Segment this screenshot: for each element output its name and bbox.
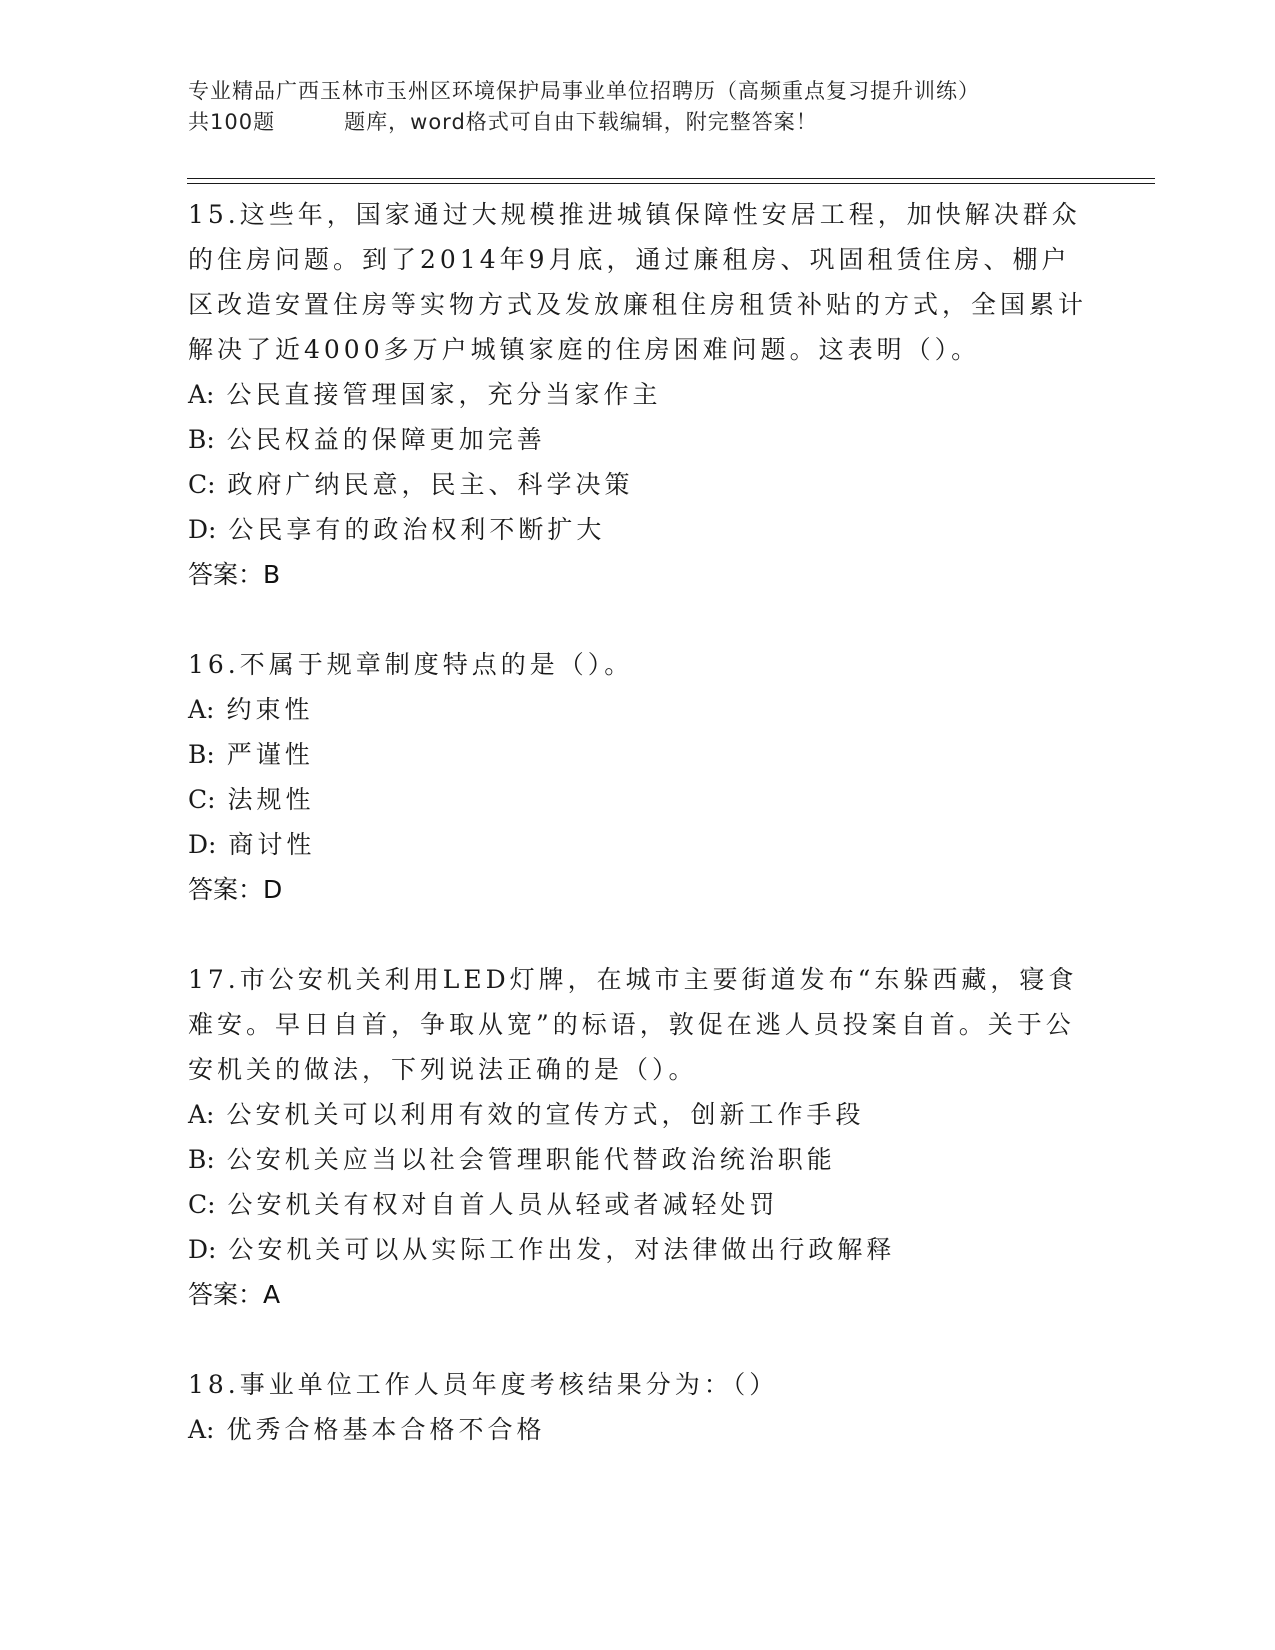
option-text: 公民享有的政治权利不断扩大 [228,515,606,544]
option-text: 公安机关有权对自首人员从轻或者减轻处罚 [227,1190,779,1219]
question-16 [188,642,1088,912]
option-text: 公安机关可以利用有效的宣传方式，创新工作手段 [226,1100,865,1129]
option-letter: A: [188,1100,215,1129]
header-title-line: 专业精品广西玉林市玉州区环境保护局事业单位招聘历（高频重点复习提升训练） [188,79,980,103]
question-15 [188,192,1088,597]
document-header [188,76,1108,138]
option-c[interactable] [188,1182,1088,1227]
option-letter: B: [188,740,215,769]
question-stem: 15.这些年，国家通过大规模推进城镇保障性安居工程，加快解决群众的住房问题。到了2014年9月底，通过廉租房、巩固租赁住房、棚户区改造安置住房等实物方式及发放廉租住房租赁补贴的方式，全国累计解决了近4000多万户城镇家庭的住房困难问题。这表明（）。 [188,200,1088,364]
option-a[interactable] [188,372,1088,417]
question-spacer [188,1317,1088,1362]
option-b[interactable] [188,732,1088,777]
question-stem: 16.不属于规章制度特点的是（）。 [188,650,634,679]
option-letter: D: [188,1235,217,1264]
question-spacer [188,597,1088,642]
option-letter: B: [188,425,215,454]
option-text: 公安机关应当以社会管理职能代替政治统治职能 [226,1145,836,1174]
option-text: 法规性 [227,785,315,814]
option-letter: C: [188,470,216,499]
question-list [188,192,1088,1452]
answer-line: 答案：B [188,560,281,589]
option-text: 公安机关可以从实际工作出发，对法律做出行政解释 [228,1235,896,1264]
option-text: 优秀合格基本合格不合格 [226,1415,546,1444]
header-divider-bottom [187,183,1155,184]
option-a[interactable] [188,687,1088,732]
option-text: 商讨性 [228,830,316,859]
option-letter: D: [188,515,217,544]
option-letter: A: [188,380,215,409]
option-letter: B: [188,1145,215,1174]
answer-line: 答案：D [188,875,283,904]
question-spacer [188,912,1088,957]
answer-line: 答案：A [188,1280,281,1309]
option-b[interactable] [188,1137,1088,1182]
option-a[interactable] [188,1092,1088,1137]
option-a[interactable] [188,1407,1088,1452]
header-divider-top [187,178,1155,179]
question-stem: 17.市公安机关利用LED灯牌，在城市主要街道发布“东躲西藏，寝食难安。早日自首，争取从宽”的标语，敦促在逃人员投案自首。关于公安机关的做法，下列说法正确的是（）。 [188,965,1078,1084]
header-subtitle-line: 共100题 题库，word格式可自由下载编辑，附完整答案！ [188,110,818,134]
question-17 [188,957,1088,1317]
option-text: 公民直接管理国家，充分当家作主 [226,380,662,409]
option-c[interactable] [188,777,1088,822]
option-text: 公民权益的保障更加完善 [226,425,546,454]
option-letter: D: [188,830,217,859]
option-letter: C: [188,1190,216,1219]
option-c[interactable] [188,462,1088,507]
option-b[interactable] [188,417,1088,462]
option-d[interactable] [188,507,1088,552]
option-d[interactable] [188,1227,1088,1272]
option-letter: A: [188,695,215,724]
option-text: 约束性 [226,695,314,724]
option-d[interactable] [188,822,1088,867]
option-letter: A: [188,1415,215,1444]
option-letter: C: [188,785,216,814]
question-18 [188,1362,1088,1452]
question-stem: 18.事业单位工作人员年度考核结果分为：（） [188,1370,779,1399]
option-text: 政府广纳民意，民主、科学决策 [227,470,634,499]
option-text: 严谨性 [226,740,314,769]
